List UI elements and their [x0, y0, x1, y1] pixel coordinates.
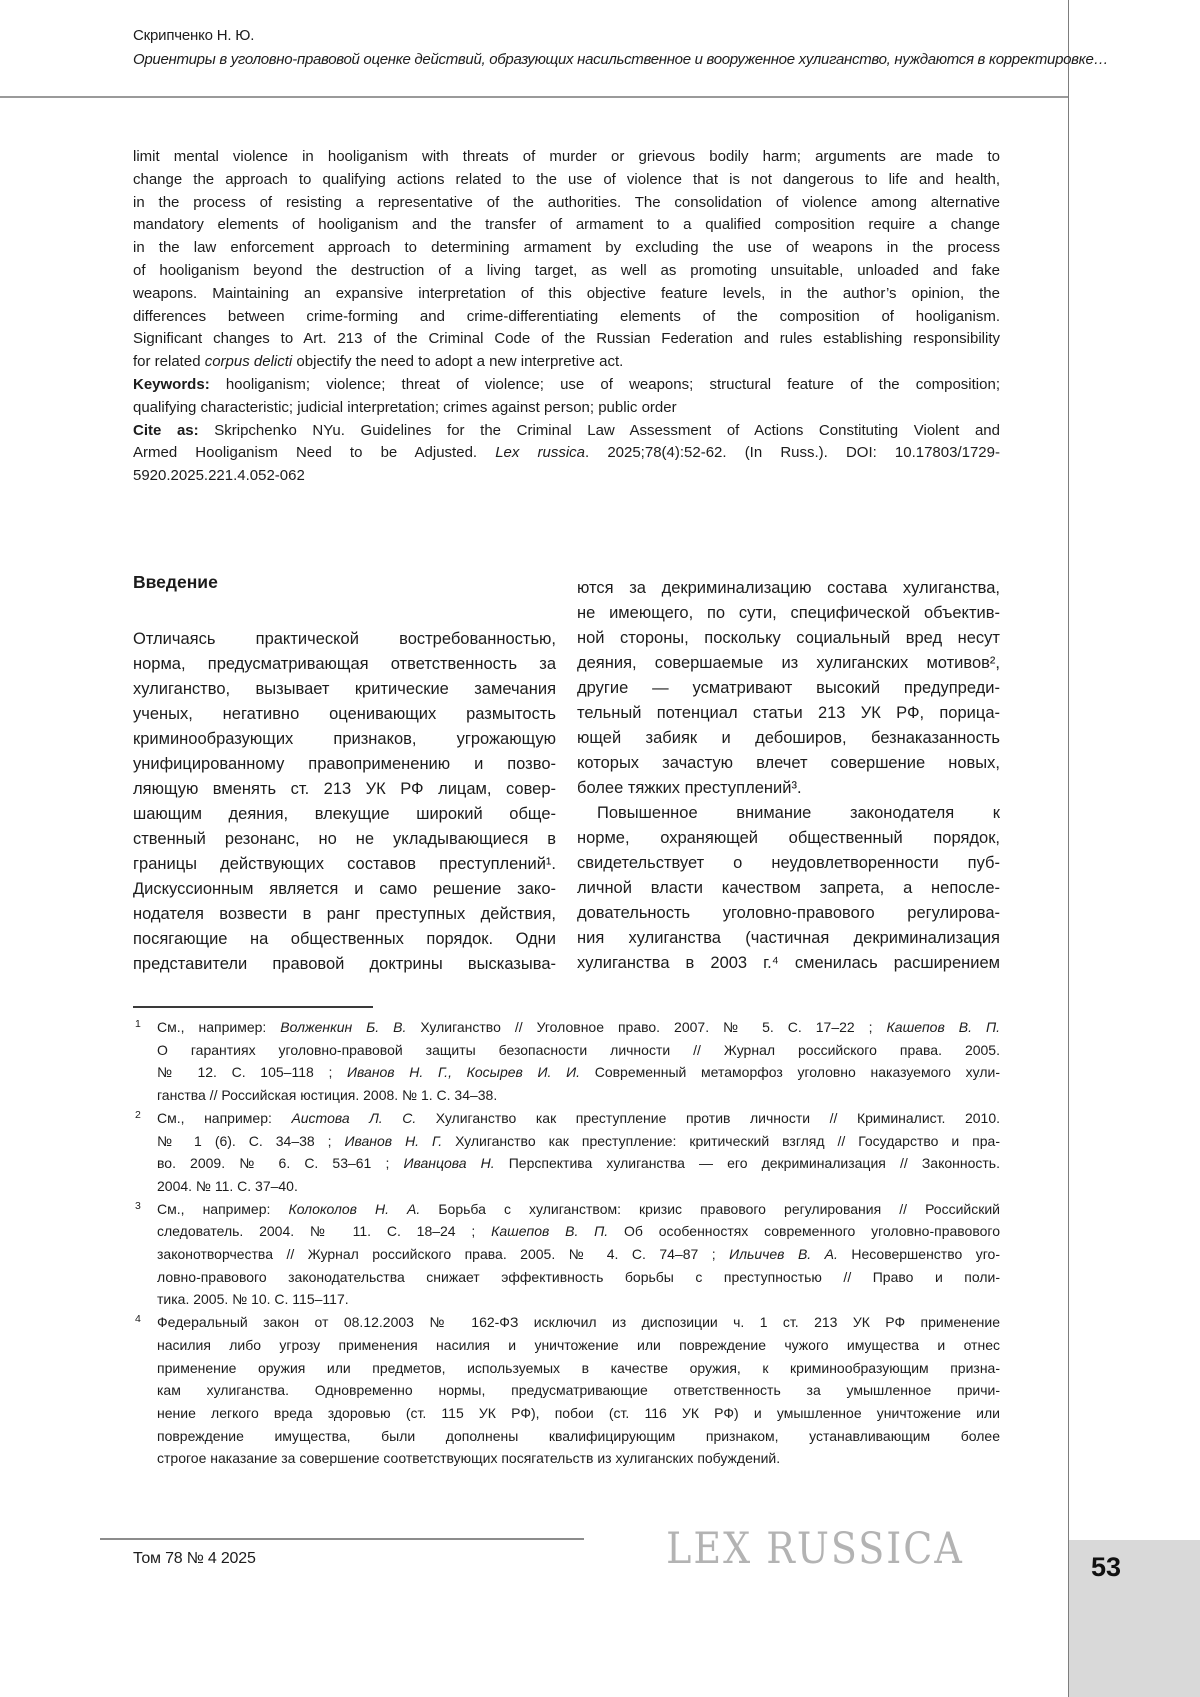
text-line: кам хулиганства. Одновременно нормы, предусматривающие ответственность за умышленное причи-	[157, 1382, 1000, 1399]
lex-russica-logo: LEX RUSSICA	[666, 1524, 964, 1574]
footnote-text	[157, 1311, 1000, 1470]
text-line: Significant changes to Art. 213 of the Criminal Code of the Russian Federation and rules establishing responsibility	[133, 330, 1000, 348]
text-line: которых зачастую влечет совершение новых,	[577, 754, 1000, 772]
footnote-item	[133, 1198, 1000, 1312]
text-line: 2004. № 11. С. 37–40.	[157, 1177, 298, 1194]
footnote-text	[157, 1198, 1000, 1312]
text-line: differences between crime-forming and crime-differentiating elements of the composition of hooliganism.	[133, 307, 1000, 325]
text-line: ются за декриминализацию состава хулиганства,	[577, 579, 1000, 597]
text-line: Keywords: hooliganism; violence; threat of violence; use of weapons; structural feature of the composition;	[133, 375, 1000, 393]
text-line: Федеральный закон от 08.12.2003 № 162-ФЗ исключил из диспозиции ч. 1 ст. 213 УК РФ применение	[157, 1314, 1000, 1331]
text-line: О гарантиях уголовно-правовой защиты безопасности личности // Журнал российского права. 2005.	[157, 1041, 1000, 1058]
text-line: посягающие на общественных порядок. Одни	[133, 930, 556, 948]
text-line: См., например: Аистова Л. С. Хулиганство как преступление против личности // Криминалист. 2010.	[157, 1109, 1001, 1126]
text-line: нение легкого вреда здоровью (ст. 115 УК РФ), побои (ст. 116 УК РФ) и умышленное уничтожение или	[157, 1404, 1000, 1421]
page-number-box	[1069, 1540, 1200, 1697]
text-line: тика. 2005. № 10. С. 115–117.	[157, 1291, 349, 1308]
text-line: хулиганство, вызывает критические замечания	[133, 680, 556, 698]
text-line: weapons. Maintaining an expansive interpretation of this objective feature levels, in the author’s opinion, the	[133, 284, 1000, 302]
text-line: другие — усматривают высокий предупреди-	[577, 679, 1000, 697]
text-line: повреждение имущества, были дополнены квалифицирующим признаком, устанавливающим более	[157, 1427, 1000, 1444]
header-author: Скрипченко Н. Ю.	[133, 27, 255, 44]
text-line: унифицированному правоприменению и позво-	[133, 755, 556, 773]
footnote-number: 2	[135, 1108, 141, 1121]
text-line: личной власти качеством запрета, а непосле-	[577, 879, 1000, 897]
footnote-item	[133, 1016, 1000, 1107]
text-line: законотворчества // Журнал российского права. 2005. № 4. С. 74–87 ; Ильичев В. А. Несовершенство уго-	[157, 1246, 1000, 1263]
text-line: Cite as: Skripchenko NYu. Guidelines for the Criminal Law Assessment of Actions Constituting Violent and	[133, 421, 1000, 439]
header-running-title: Ориентиры в уголовно-правовой оценке действий, образующих насильственное и вооруженное хулиганство, нуждаются в корректировке…	[133, 51, 1109, 68]
intro-right-column	[577, 576, 1000, 976]
text-line: границы действующих составов преступлений¹.	[133, 855, 556, 873]
text-line: хулиганства в 2003 г.⁴ сменилась расширением	[577, 954, 1000, 972]
text-line: ющей забияк и дебоширов, безнаказанность	[577, 729, 1000, 747]
section-heading-introduction: Введение	[133, 572, 218, 592]
text-line: тельный потенциал статьи 213 УК РФ, порица-	[577, 704, 1000, 722]
text-line: ловно-правового законодательства снижает эффективность борьбы с преступностью // Право и поли-	[157, 1268, 1000, 1285]
page-edge-rule	[1068, 0, 1069, 1697]
text-line: qualifying characteristic; judicial interpretation; crimes against person; public order	[133, 398, 677, 416]
text-line: Armed Hooliganism Need to be Adjusted. Lex russica. 2025;78(4):52-62. (In Russ.). DOI: 10.17803/1729-	[133, 444, 1000, 462]
text-line: Дискуссионным является и само решение зако-	[133, 880, 556, 898]
page-number: 53	[1091, 1552, 1122, 1582]
text-line: limit mental violence in hooliganism with threats of murder or grievous bodily harm; arguments are made to	[133, 148, 1000, 165]
footnote-number: 1	[135, 1018, 141, 1030]
footnote-separator	[133, 1006, 373, 1008]
footnotes-block	[133, 1016, 1000, 1470]
text-line: for related corpus delicti objectify the need to adopt a new interpretive act.	[133, 353, 624, 371]
text-line: представители правовой доктрины высказыва-	[133, 955, 556, 973]
text-line: mandatory elements of hooliganism and the transfer of armament to a qualified composition require a change	[133, 216, 1000, 234]
text-line: of hooliganism beyond the destruction of a living target, as well as promoting unsuitable, unloaded and fake	[133, 261, 1000, 279]
text-line: во. 2009. № 6. С. 53–61 ; Иванцова Н. Перспектива хулиганства — его декриминализация // Законность.	[157, 1155, 1000, 1172]
text-line: in the process of resisting a representative of the authorities. The consolidation of violence among alternative	[133, 193, 1000, 211]
text-line: ганства // Российская юстиция. 2008. № 1. С. 34–38.	[157, 1087, 498, 1104]
text-line: См., например: Колоколов Н. А. Борьба с хулиганством: кризис правового регулирования // Российский	[157, 1200, 1000, 1217]
text-line: Повышенное внимание законодателя к	[597, 804, 1000, 822]
text-line: № 12. С. 105–118 ; Иванов Н. Г., Косырев И. И. Современный метаморфоз уголовно наказуемого хули-	[157, 1064, 1000, 1081]
text-line: См., например: Волженкин Б. В. Хулиганство // Уголовное право. 2007. № 5. С. 17–22 ; Кашепов В. П.	[157, 1019, 1000, 1035]
text-line: ния хулиганства (частичная декриминализация	[577, 929, 1000, 947]
text-line: ственный резонанс, но не укладывающиеся в	[133, 830, 556, 848]
footer-divider	[100, 1538, 584, 1540]
text-line: свидетельствует о неудовлетворенности пуб-	[577, 854, 1000, 872]
text-line: строгое наказание за совершение соответствующих посягательств из хулиганских побуждений.	[157, 1450, 781, 1467]
text-line: норма, предусматривающая ответственность за	[133, 655, 556, 673]
abstract-block	[133, 146, 1000, 488]
text-line: следователь. 2004. № 11. С. 18–24 ; Кашепов В. П. Об особенностях современного уголовно-правового	[157, 1223, 1000, 1240]
text-line: норме, охраняющей общественный порядок,	[577, 829, 1000, 847]
footnote-text	[157, 1107, 1000, 1198]
text-line: ученых, негативно оценивающих размытость	[133, 705, 556, 723]
text-line: деяния, совершаемые из хулиганских мотивов²,	[577, 654, 1000, 672]
volume-issue-info: Том 78 № 4 2025	[133, 1550, 256, 1567]
intro-left-column	[133, 627, 556, 977]
text-line: нодателя возвести в ранг преступных действия,	[133, 905, 556, 923]
text-line: применение оружия или предметов, используемых в качестве оружия, к криминообразующим призна-	[157, 1359, 1000, 1376]
text-line: № 1 (6). С. 34–38 ; Иванов Н. Г. Хулиганство как преступление: критический взгляд // Государство и пра-	[157, 1132, 1000, 1149]
footnote-number: 3	[135, 1199, 141, 1212]
footnote-text	[157, 1016, 1000, 1107]
text-line: Отличаясь практической востребованностью,	[133, 630, 556, 648]
text-line: более тяжких преступлений³.	[577, 779, 802, 797]
text-line: ной стороны, поскольку социальный вред несут	[577, 629, 1000, 647]
text-line: in the law enforcement approach to determining armament by excluding the use of weapons in the process	[133, 239, 1000, 257]
footnote-number: 4	[135, 1313, 141, 1326]
footnote-item	[133, 1311, 1000, 1470]
text-line: 5920.2025.221.4.052-062	[133, 467, 305, 485]
text-line: не имеющего, по сути, специфической объектив-	[577, 604, 1000, 622]
text-line: криминообразующих признаков, угрожающую	[133, 730, 556, 748]
header-divider	[0, 96, 1068, 98]
text-line: шающим деяния, влекущие широкий обще-	[133, 805, 556, 823]
footnote-item	[133, 1107, 1000, 1198]
text-line: change the approach to qualifying actions related to the use of violence that is not dangerous to life and health,	[133, 170, 1000, 188]
text-line: насилия либо угрозу применения насилия и уничтожение или повреждение чужого имущества и отнес	[157, 1336, 1000, 1353]
text-line: довательность уголовно-правового регулирова-	[577, 904, 1000, 922]
text-line: ляющую вменять ст. 213 УК РФ лицам, совер-	[133, 780, 556, 798]
